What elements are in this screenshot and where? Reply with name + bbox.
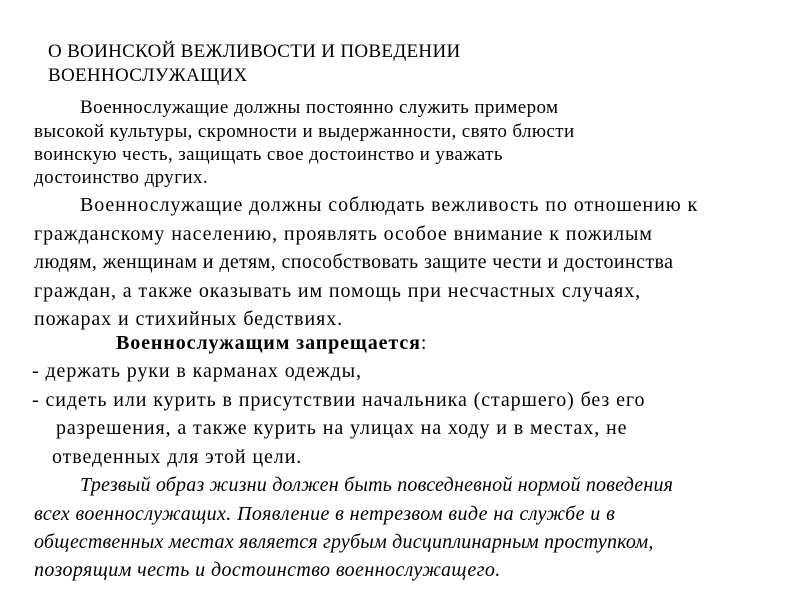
- prohibited-heading-text: Военнослужащим запрещается: [116, 332, 421, 354]
- prohibited-heading: [116, 333, 427, 353]
- bullet-item-continuation: разрешения, а также курить на улицах на ходу и в местах, не: [56, 417, 628, 439]
- paragraph1-line: высокой культуры, скромности и выдержанности, свято блюсти: [34, 121, 575, 142]
- paragraph1-line: достоинство других.: [34, 167, 209, 188]
- paragraph2-line: Военнослужащие должны соблюдать вежливость по отношению к: [80, 194, 699, 216]
- italic-paragraph-line: общественных местах является грубым дисциплинарным проступком,: [34, 531, 654, 553]
- bullet-item-continuation: отведенных для этой цели.: [52, 446, 303, 468]
- paragraph1-line: Военнослужащие должны постоянно служить примером: [80, 97, 559, 118]
- paragraph2-line: гражданскому населению, проявлять особое внимание к пожилым: [34, 223, 653, 245]
- paragraph1-line: воинскую честь, защищать свое достоинство и уважать: [34, 144, 503, 165]
- slide-title-line-2: ВОЕННОСЛУЖАЩИХ: [48, 65, 248, 86]
- prohibited-heading-colon: :: [420, 332, 428, 354]
- bullet-item: - сидеть или курить в присутствии начальника (старшего) без его: [32, 389, 646, 411]
- bullet-item: - держать руки в карманах одежды,: [32, 360, 362, 382]
- paragraph2-line: пожарах и стихийных бедствиях.: [34, 308, 344, 330]
- italic-paragraph-line: всех военнослужащих. Появление в нетрезвом виде на службе и в: [34, 503, 616, 525]
- italic-paragraph-line: Трезвый образ жизни должен быть повседневной нормой поведения: [80, 474, 674, 496]
- paragraph2-line: граждан, а также оказывать им помощь при несчастных случаях,: [34, 280, 642, 302]
- slide-title-line-1: О ВОИНСКОЙ ВЕЖЛИВОСТИ И ПОВЕДЕНИИ: [48, 41, 461, 62]
- italic-paragraph-line: позорящим честь и достоинство военнослужащего.: [34, 559, 501, 581]
- paragraph2-line: людям, женщинам и детям, способствовать защите чести и достоинства: [34, 251, 674, 273]
